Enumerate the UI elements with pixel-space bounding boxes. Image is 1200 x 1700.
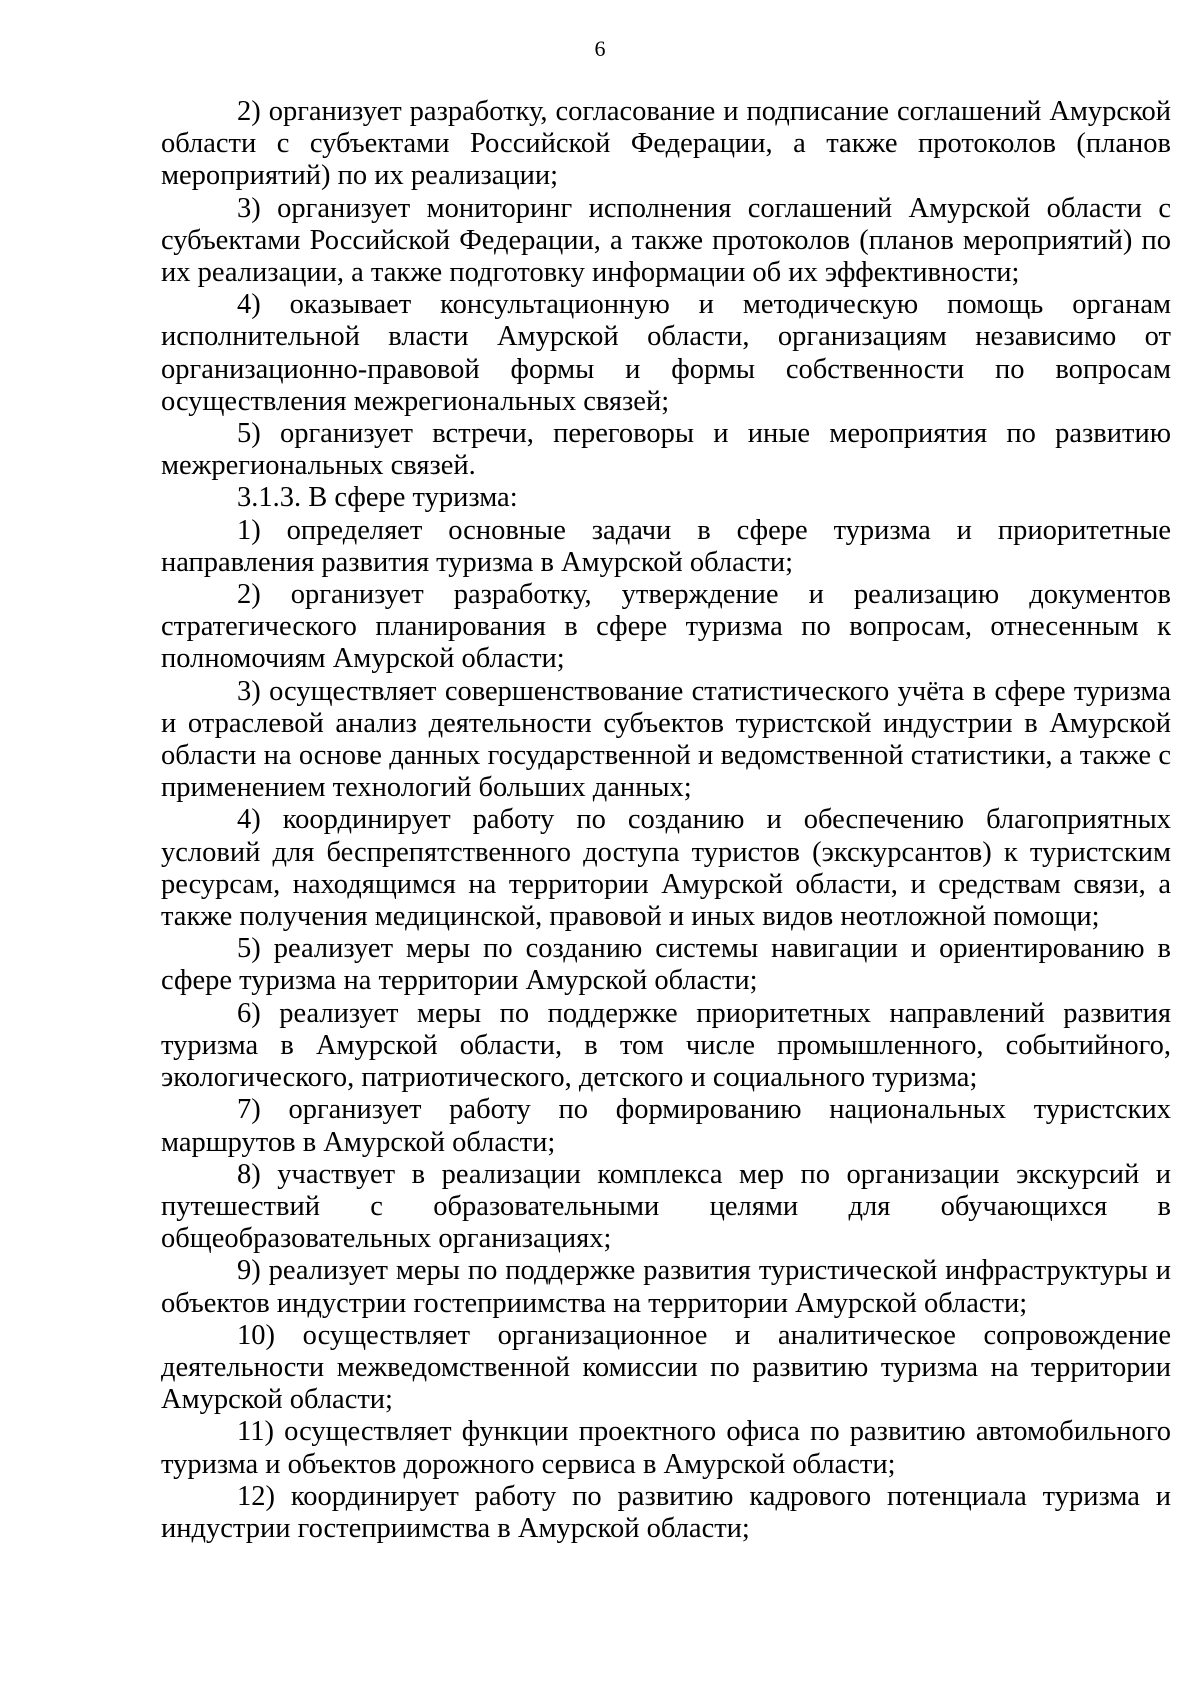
paragraph-tourism-item-4: 4) координирует работу по созданию и обеспечению благоприятных условий для беспрепятственного доступа туристов (экскурсантов) к туристским ресурсам, находящимся на территории Амурской области, и средствам связи, а также получения медицинской, правовой и иных видов неотложной помощи; — [161, 804, 1171, 933]
page-number: 6 — [594, 36, 606, 61]
document-body — [161, 96, 1171, 1545]
section-heading-tourism: 3.1.3. В сфере туризма: — [237, 482, 518, 514]
paragraph-tourism-item-7: 7) организует работу по формированию национальных туристских маршрутов в Амурской области; — [161, 1094, 1171, 1158]
paragraph-tourism-item-11: 11) осуществляет функции проектного офиса по развитию автомобильного туризма и объектов дорожного сервиса в Амурской области; — [161, 1416, 1171, 1480]
paragraph-tourism-item-1: 1) определяет основные задачи в сфере туризма и приоритетные направления развития туризма в Амурской области; — [161, 514, 1171, 578]
paragraph-item-3-monitoring: 3) организует мониторинг исполнения соглашений Амурской области с субъектами Российской Федерации, а также протоколов (планов мероприятий) по их реализации, а также подготовку информации об их эффективности; — [161, 192, 1171, 289]
paragraph-item-2-agreements: 2) организует разработку, согласование и подписание соглашений Амурской области с субъектами Российской Федерации, а также протоколов (планов мероприятий) по их реализации; — [161, 96, 1171, 192]
paragraph-item-4-consulting: 4) оказывает консультационную и методическую помощь органам исполнительной власти Амурской области, организациям независимо от организационно-правовой формы и формы собственности по вопросам осуществления межрегиональных связей; — [161, 289, 1171, 417]
paragraph-item-5-meetings: 5) организует встречи, переговоры и иные мероприятия по развитию межрегиональных связей. — [161, 418, 1171, 482]
paragraph-tourism-item-9: 9) реализует меры по поддержке развития туристической инфраструктуры и объектов индустрии гостеприимства на территории Амурской области; — [161, 1255, 1171, 1319]
paragraph-tourism-item-5: 5) реализует меры по созданию системы навигации и ориентированию в сфере туризма на территории Амурской области; — [161, 933, 1171, 997]
paragraph-tourism-item-6: 6) реализует меры по поддержке приоритетных направлений развития туризма в Амурской области, в том числе промышленного, событийного, экологического, патриотического, детского и социального туризма; — [161, 997, 1171, 1094]
paragraph-tourism-item-2: 2) организует разработку, утверждение и реализацию документов стратегического планирования в сфере туризма по вопросам, отнесенным к полномочиям Амурской области; — [161, 579, 1171, 675]
paragraph-tourism-item-10: 10) осуществляет организационное и аналитическое сопровождение деятельности межведомственной комиссии по развитию туризма на территории Амурской области; — [161, 1319, 1171, 1416]
paragraph-tourism-item-3: 3) осуществляет совершенствование статистического учёта в сфере туризма и отраслевой анализ деятельности субъектов туристской индустрии в Амурской области на основе данных государственной и ведомственной статистики, а также с применением технологий больших данных; — [161, 675, 1171, 804]
paragraph-tourism-item-12: 12) координирует работу по развитию кадрового потенциала туризма и индустрии гостеприимства в Амурской области; — [161, 1480, 1171, 1544]
paragraph-tourism-item-8: 8) участвует в реализации комплекса мер по организации экскурсий и путешествий с образовательными целями для обучающихся в общеобразовательных организациях; — [161, 1158, 1171, 1255]
